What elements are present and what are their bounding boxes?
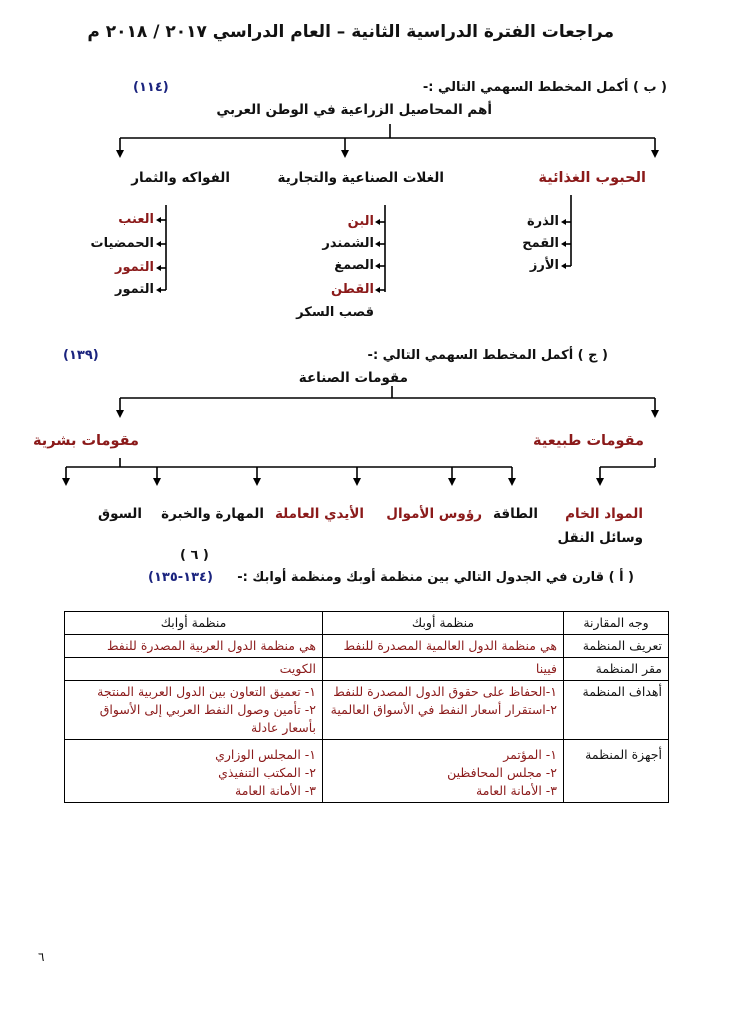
section-a-page-ref: (١٣٤-١٣٥) — [148, 570, 213, 585]
grain-item: الأرز — [529, 258, 559, 273]
human-item: الأيدي العاملة — [274, 506, 364, 522]
list-item: ٢- تأمين وصول النفط العربي إلى الأسواق بأسعار عادلة — [99, 702, 316, 735]
section-c-page-ref: (١٣٩) — [63, 348, 99, 363]
comparison-table — [64, 611, 669, 803]
opec-cell: فيينا — [323, 658, 564, 681]
section-b-root: أهم المحاصيل الزراعية في الوطن العربي — [216, 102, 492, 118]
grain-item: الذرة — [526, 214, 559, 229]
section-c-label: ( ج ) أكمل المخطط السهمي التالي :- — [367, 348, 608, 363]
section-a-label: ( أ ) قارن في الجدول التالي بين منظمة أوبك ومنظمة أوابك :- — [237, 570, 634, 585]
table-header-row — [65, 612, 669, 635]
fruit-item: التمور — [115, 260, 154, 275]
aspect-cell: أهداف المنظمة — [564, 681, 669, 740]
industrial-item: القطن — [330, 282, 374, 297]
human-item: السوق — [98, 506, 142, 522]
branch-grains-title: الحبوب الغذائية — [538, 170, 646, 186]
grain-item: القمح — [522, 236, 559, 251]
page-title: مراجعات الفترة الدراسية الثانية – العام الدراسي ٢٠١٧ / ٢٠١٨ م — [87, 22, 614, 42]
list-item: ٢- مجلس المحافظين — [447, 765, 557, 780]
column-header: منظمة أوابك — [65, 612, 323, 635]
human-item: الطاقة — [493, 506, 538, 522]
list-item: ١- المؤتمر — [503, 747, 557, 762]
table-row — [65, 635, 669, 658]
human-item: المهارة والخبرة — [161, 506, 264, 522]
aspect-cell: تعريف المنظمة — [564, 635, 669, 658]
page-number: ٦ — [38, 950, 45, 964]
question-number: ( ٦ ) — [180, 548, 209, 563]
branch-fruits-title: الفواكه والثمار — [131, 170, 230, 186]
list-item: ١- المجلس الوزاري — [215, 747, 316, 762]
oapec-cell: الكويت — [65, 658, 323, 681]
fruit-item: العنب — [118, 212, 154, 227]
section-b-label: ( ب ) أكمل المخطط السهمي التالي :- — [422, 80, 667, 95]
natural-item: وسائل النقل — [557, 530, 643, 546]
natural-factors-title: مقومات طبيعية — [533, 433, 644, 449]
list-item: ١- تعميق التعاون بين الدول العربية المنتجة — [97, 684, 316, 699]
oapec-cell — [65, 681, 323, 740]
opec-cell: هي منظمة الدول العالمية المصدرة للنفط — [323, 635, 564, 658]
list-item: ٣- الأمانة العامة — [476, 783, 557, 798]
oapec-cell: هي منظمة الدول العربية المصدرة للنفط — [65, 635, 323, 658]
table-row — [65, 740, 669, 803]
list-item: ٢- المكتب التنفيذي — [218, 765, 316, 780]
list-item: ١-الحفاظ على حقوق الدول المصدرة للنفط — [333, 684, 557, 699]
column-header: منظمة أوبك — [323, 612, 564, 635]
table-row — [65, 658, 669, 681]
opec-cell — [323, 740, 564, 803]
human-factors-title: مقومات بشرية — [32, 433, 139, 449]
section-b-page-ref: (١١٤) — [133, 80, 169, 95]
fruit-item: التمور — [115, 282, 154, 297]
column-header: وجه المقارنة — [564, 612, 669, 635]
table-row — [65, 681, 669, 740]
aspect-cell: مقر المنظمة — [564, 658, 669, 681]
list-item: ٢-استقرار أسعار النفط في الأسواق العالمية — [330, 702, 557, 717]
industrial-item: الصمغ — [334, 258, 374, 273]
aspect-cell: أجهزة المنظمة — [564, 740, 669, 803]
natural-item: المواد الخام — [565, 506, 643, 522]
industrial-item: الشمندر — [322, 236, 374, 251]
industrial-item: قصب السكر — [296, 305, 374, 320]
opec-cell — [323, 681, 564, 740]
human-item: رؤوس الأموال — [386, 506, 482, 522]
branch-industrial-title: الغلات الصناعية والتجارية — [277, 170, 444, 186]
section-c-root: مقومات الصناعة — [298, 370, 408, 386]
oapec-cell — [65, 740, 323, 803]
fruit-item: الحمضيات — [90, 236, 154, 251]
industrial-item: البن — [347, 214, 374, 229]
list-item: ٣- الأمانة العامة — [235, 783, 316, 798]
